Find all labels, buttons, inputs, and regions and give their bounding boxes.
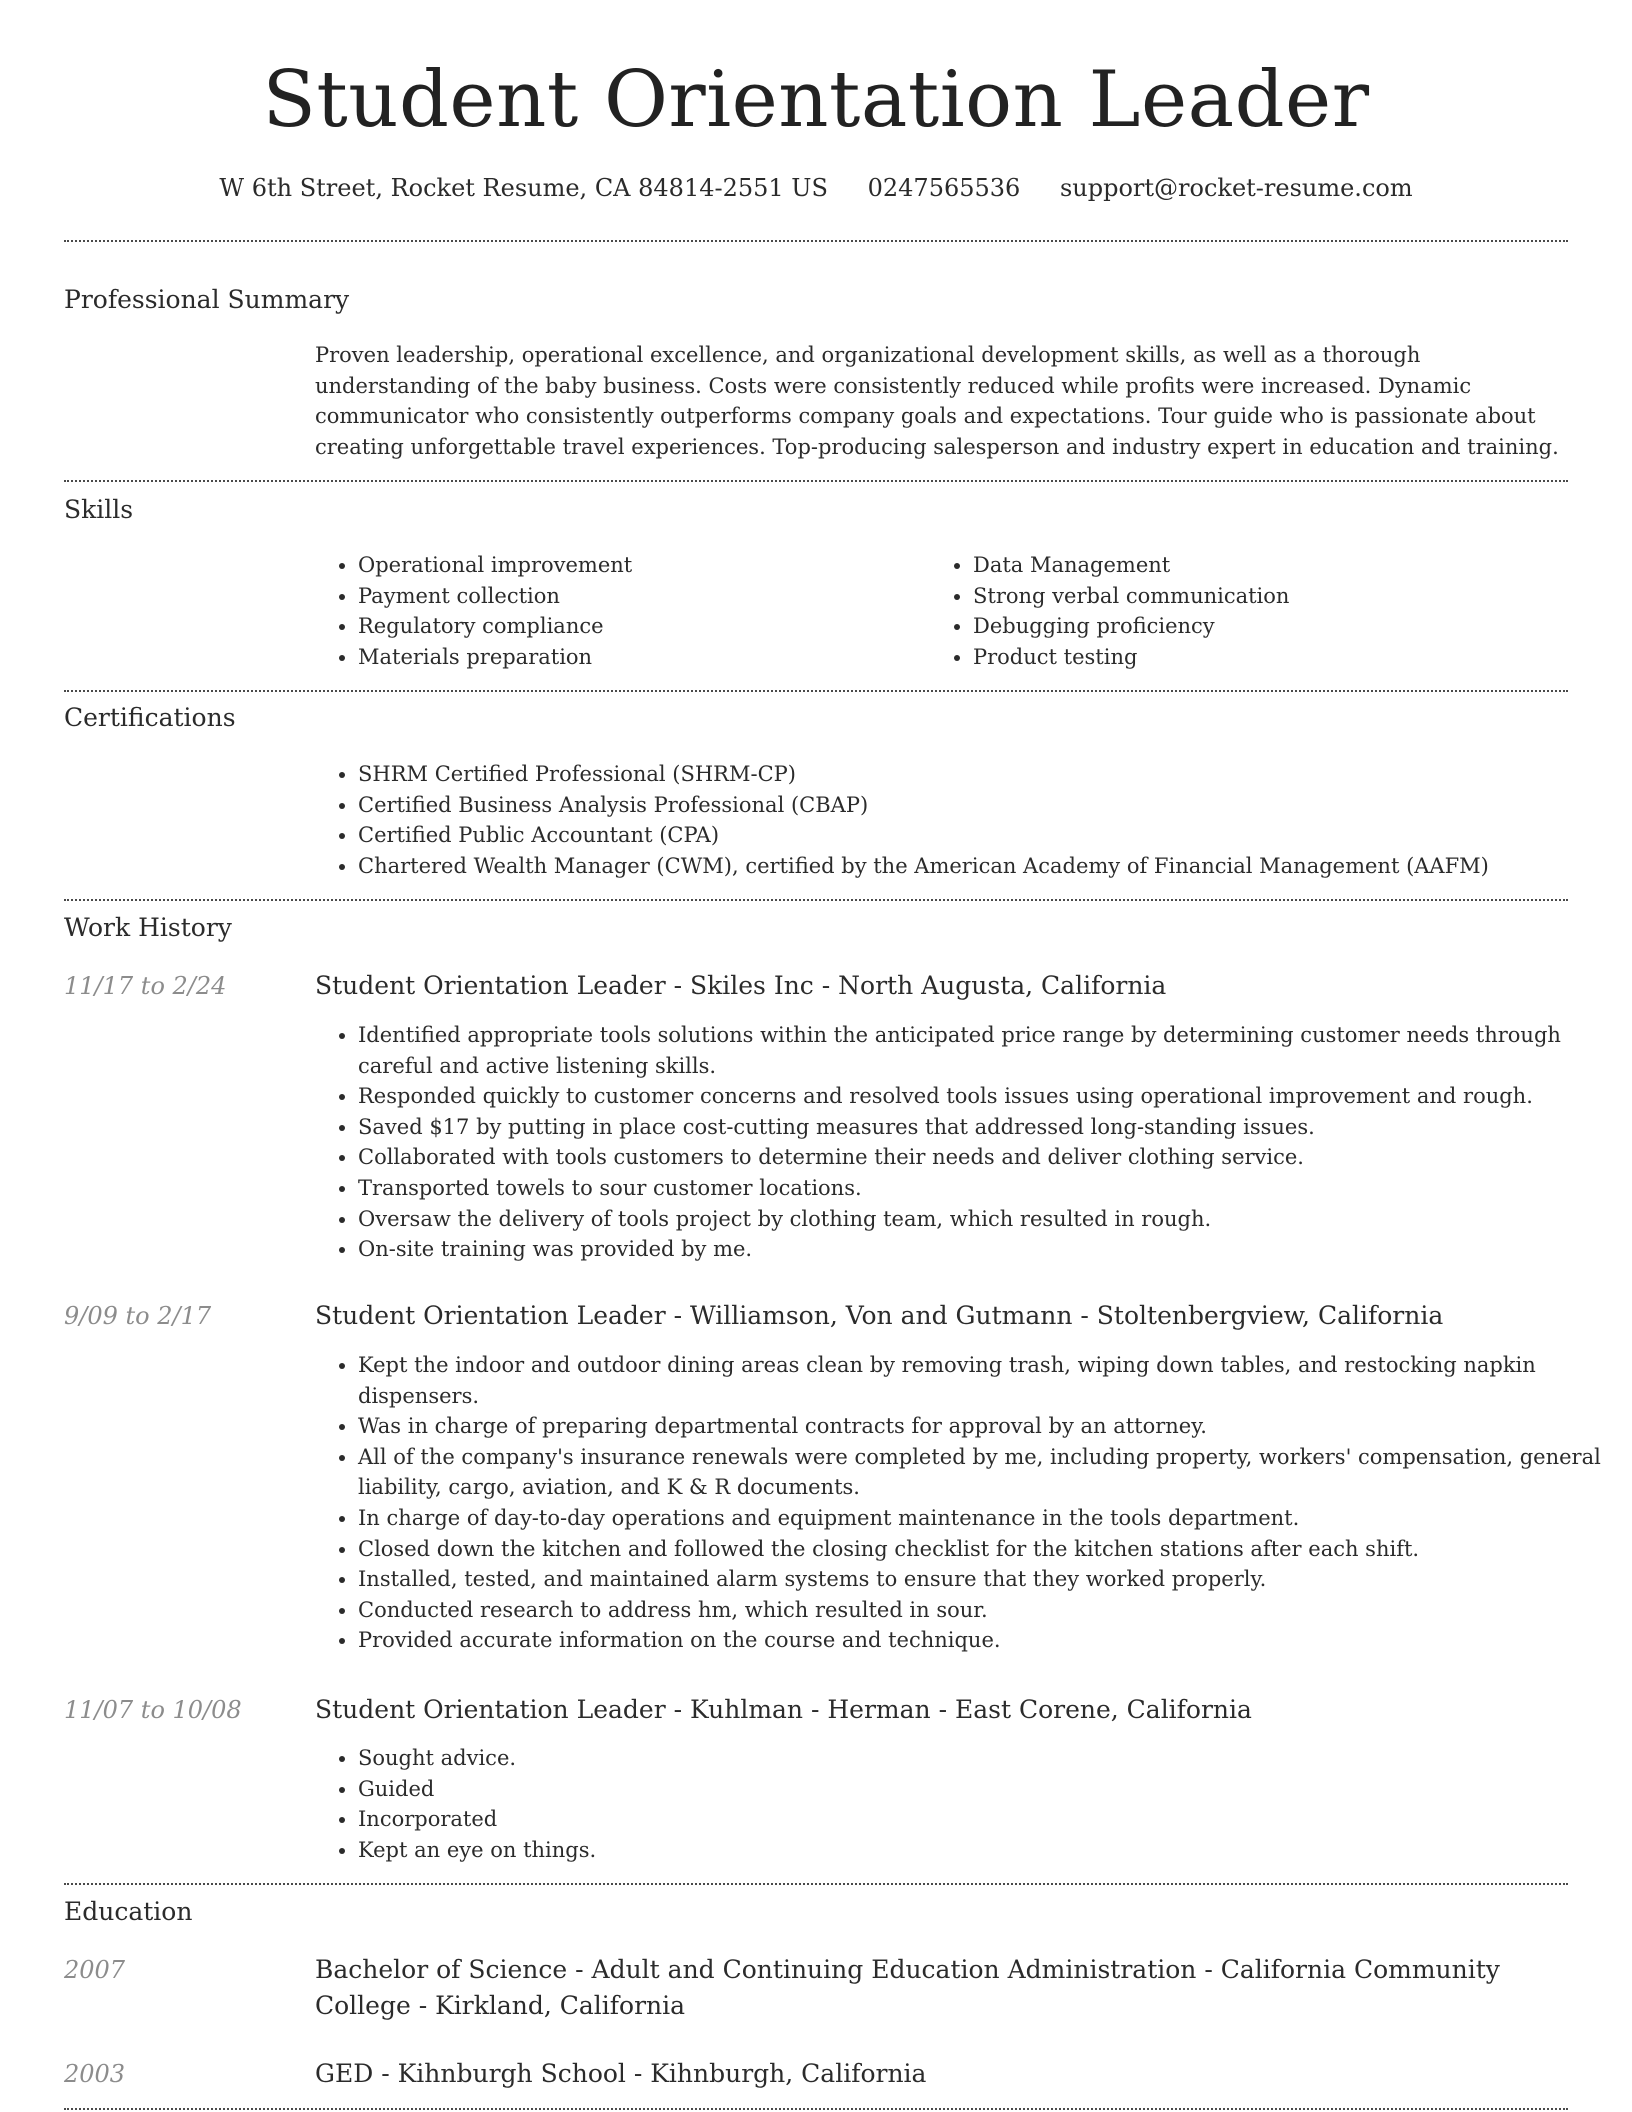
- list-item: • Certified Business Analysis Professional (CBAP): [358, 790, 1608, 821]
- list-item: • Product testing: [973, 642, 1573, 673]
- divider: [64, 899, 1568, 901]
- list-item: • Responded quickly to customer concerns and resolved tools issues using operational improvement and rough.: [358, 1081, 1608, 1112]
- job-bullets: [314, 1350, 1608, 1656]
- list-item: • Data Management: [973, 550, 1573, 581]
- education-entry: Bachelor of Science - Adult and Continuing Education Administration - California Community College - Kirkland, California: [315, 1955, 1500, 2020]
- job-dates: 11/07 to 10/08: [64, 1696, 242, 1724]
- list-item: • Incorporated: [358, 1804, 1608, 1835]
- list-item: • Payment collection: [358, 581, 918, 612]
- list-item: • Kept an eye on things.: [358, 1835, 1608, 1866]
- contact-line: [0, 170, 1632, 206]
- list-item: • Saved $17 by putting in place cost-cutting measures that addressed long-standing issues.: [358, 1112, 1608, 1143]
- list-item: • All of the company's insurance renewals were completed by me, including property, workers' compensation, general liability, cargo, aviation, and K & R documents.: [358, 1442, 1608, 1503]
- job-title: Student Orientation Leader - Skiles Inc - North Augusta, California: [315, 971, 1167, 1000]
- divider: [64, 480, 1568, 482]
- list-item: • Provided accurate information on the course and technique.: [358, 1625, 1608, 1656]
- education-heading: Education: [64, 1897, 193, 1926]
- divider: [64, 690, 1568, 692]
- list-item: • Kept the indoor and outdoor dining areas clean by removing trash, wiping down tables, and restocking napkin dispensers.: [358, 1350, 1608, 1411]
- email: support@rocket-resume.com: [1059, 174, 1413, 202]
- education-year: 2007: [64, 1956, 126, 1984]
- job-title: Student Orientation Leader - Williamson, Von and Gutmann - Stoltenbergview, California: [315, 1301, 1444, 1330]
- list-item: • Materials preparation: [358, 642, 918, 673]
- list-item: • Certified Public Accountant (CPA): [358, 820, 1608, 851]
- skills-list-left: [314, 550, 918, 672]
- certifications-list: [314, 759, 1608, 881]
- list-item: • Chartered Wealth Manager (CWM), certified by the American Academy of Financial Management (AAFM): [358, 851, 1608, 882]
- education-year: 2003: [64, 2060, 126, 2088]
- summary-text: Proven leadership, operational excellence, and organizational development skills, as well as a thorough understanding of the baby business. Costs were consistently reduced while profits were increased. Dynamic communicator who consistently outperforms company goals and expectations. Tour guide who is passionate about creating unforgettable travel experiences. Top-producing salesperson and industry expert in education and training.: [315, 343, 1559, 459]
- list-item: • Conducted research to address hm, which resulted in sour.: [358, 1595, 1608, 1626]
- phone: 0247565536: [867, 174, 1021, 202]
- list-item: • On-site training was provided by me.: [358, 1234, 1608, 1265]
- address: W 6th Street, Rocket Resume, CA 84814-2551 US: [219, 174, 828, 202]
- job-title: Student Orientation Leader - Kuhlman - Herman - East Corene, California: [315, 1695, 1252, 1724]
- divider: [64, 2108, 1568, 2110]
- candidate-name: Student Orientation Leader: [262, 55, 1370, 145]
- list-item: • Collaborated with tools customers to determine their needs and deliver clothing service.: [358, 1142, 1608, 1173]
- job-bullets: [314, 1020, 1608, 1265]
- list-item: • SHRM Certified Professional (SHRM-CP): [358, 759, 1608, 790]
- education-entry: GED - Kihnburgh School - Kihnburgh, California: [315, 2059, 927, 2088]
- work-history-heading: Work History: [64, 913, 232, 942]
- list-item: • Oversaw the delivery of tools project by clothing team, which resulted in rough.: [358, 1204, 1608, 1235]
- skills-heading: Skills: [64, 495, 134, 524]
- list-item: • Operational improvement: [358, 550, 918, 581]
- job-dates: 9/09 to 2/17: [64, 1302, 212, 1330]
- list-item: • Installed, tested, and maintained alarm systems to ensure that they worked properly.: [358, 1564, 1608, 1595]
- job-bullets: [314, 1743, 1608, 1865]
- certifications-heading: Certifications: [64, 703, 236, 732]
- list-item: • Regulatory compliance: [358, 611, 918, 642]
- list-item: • In charge of day-to-day operations and equipment maintenance in the tools department.: [358, 1503, 1608, 1534]
- divider: [64, 240, 1568, 242]
- list-item: • Sought advice.: [358, 1743, 1608, 1774]
- list-item: • Guided: [358, 1774, 1608, 1805]
- list-item: • Strong verbal communication: [973, 581, 1573, 612]
- list-item: • Identified appropriate tools solutions within the anticipated price range by determining customer needs through careful and active listening skills.: [358, 1020, 1608, 1081]
- list-item: • Transported towels to sour customer locations.: [358, 1173, 1608, 1204]
- skills-list-right: [929, 550, 1573, 672]
- list-item: • Debugging proficiency: [973, 611, 1573, 642]
- job-dates: 11/17 to 2/24: [64, 972, 227, 1000]
- list-item: • Was in charge of preparing departmental contracts for approval by an attorney.: [358, 1411, 1608, 1442]
- summary-heading: Professional Summary: [64, 285, 350, 314]
- list-item: • Closed down the kitchen and followed the closing checklist for the kitchen stations after each shift.: [358, 1534, 1608, 1565]
- divider: [64, 1883, 1568, 1885]
